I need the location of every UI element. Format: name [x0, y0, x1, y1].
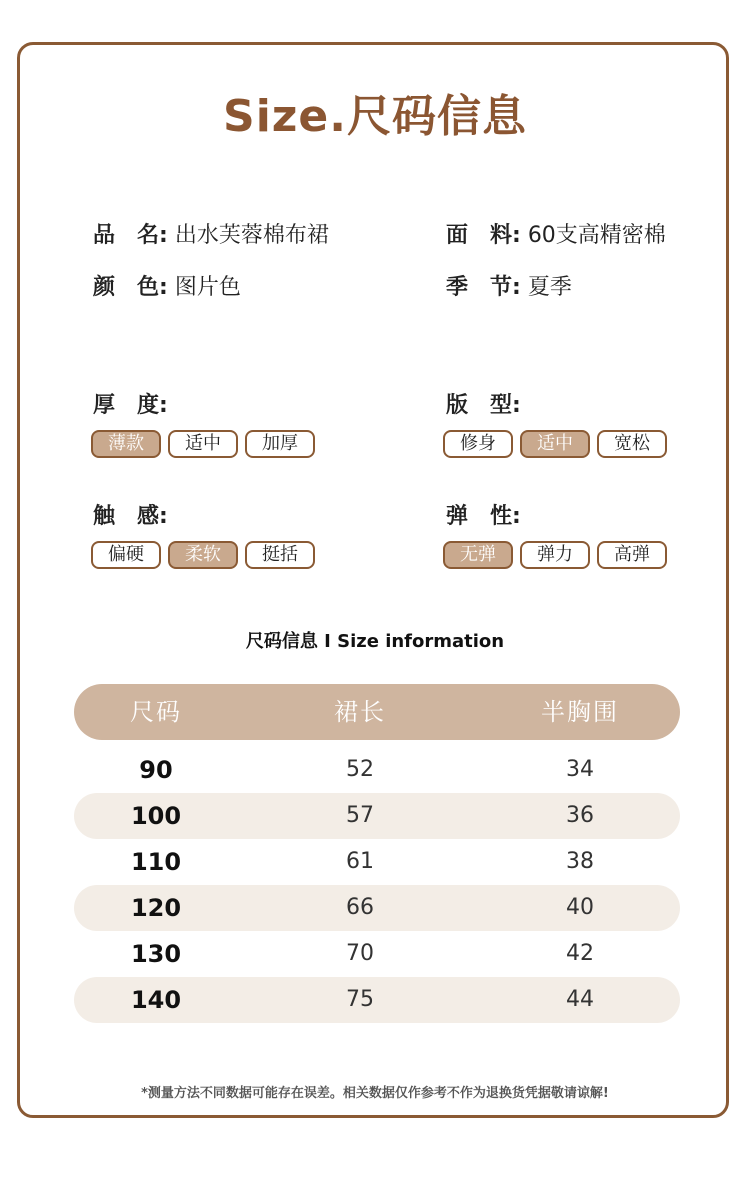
elasticity-option: 高弹 [597, 541, 667, 569]
table-row [74, 885, 680, 931]
bust-cell: 38 [566, 849, 594, 874]
color-row [93, 270, 241, 301]
touch-label: 触 感: [93, 504, 168, 529]
table-row [74, 793, 680, 839]
product-name-label: 品 名: [93, 223, 168, 248]
size-cell: 140 [130, 986, 182, 1014]
header-half-bust: 半胸围 [541, 698, 619, 726]
table-row [74, 747, 680, 793]
elasticity-options [443, 541, 667, 569]
color-label: 颜 色: [93, 275, 168, 300]
elasticity-label: 弹 性: [446, 504, 521, 529]
table-row [74, 931, 680, 977]
fit-label: 版 型: [446, 393, 521, 418]
size-cell: 120 [130, 894, 182, 922]
header-skirt-length: 裙长 [334, 698, 386, 726]
size-cell: 90 [139, 756, 173, 784]
season-row [446, 270, 572, 301]
fabric-value: 60支高精密棉 [527, 223, 666, 248]
elasticity-option: 弹力 [520, 541, 590, 569]
fabric-label: 面 料: [446, 223, 521, 248]
fit-options [443, 430, 667, 458]
size-cell: 110 [130, 848, 182, 876]
touch-option: 柔软 [168, 541, 238, 569]
fit-option: 修身 [443, 430, 513, 458]
size-table-caption: 尺码信息 I Size information [245, 631, 505, 652]
touch-option: 挺括 [245, 541, 315, 569]
table-row [74, 977, 680, 1023]
fit-option: 宽松 [597, 430, 667, 458]
bust-cell: 36 [566, 803, 594, 828]
length-cell: 61 [346, 849, 374, 874]
bust-cell: 34 [566, 757, 594, 782]
header-size: 尺码 [130, 698, 182, 726]
color-value: 图片色 [174, 275, 241, 300]
length-cell: 66 [346, 895, 374, 920]
length-cell: 75 [346, 987, 374, 1012]
thickness-option: 加厚 [245, 430, 315, 458]
bust-cell: 42 [566, 941, 594, 966]
product-name-value: 出水芙蓉棉布裙 [174, 223, 329, 248]
season-label: 季 节: [446, 275, 521, 300]
product-name-row [93, 218, 329, 249]
touch-options [91, 541, 315, 569]
touch-option: 偏硬 [91, 541, 161, 569]
length-cell: 52 [346, 757, 374, 782]
bust-cell: 44 [566, 987, 594, 1012]
thickness-label: 厚 度: [93, 393, 168, 418]
thickness-options [91, 430, 315, 458]
fit-option: 适中 [520, 430, 590, 458]
thickness-option: 薄款 [91, 430, 161, 458]
length-cell: 70 [346, 941, 374, 966]
page-title: Size.尺码信息 [223, 91, 527, 142]
thickness-option: 适中 [168, 430, 238, 458]
size-cell: 100 [130, 802, 182, 830]
fabric-row [446, 218, 666, 249]
measurement-disclaimer: *测量方法不同数据可能存在误差。相关数据仅作参考不作为退换货凭据敬请谅解! [141, 1086, 609, 1101]
size-table-header [74, 684, 680, 740]
elasticity-option: 无弹 [443, 541, 513, 569]
bust-cell: 40 [566, 895, 594, 920]
length-cell: 57 [346, 803, 374, 828]
table-row [74, 839, 680, 885]
season-value: 夏季 [527, 275, 572, 300]
size-cell: 130 [130, 940, 182, 968]
